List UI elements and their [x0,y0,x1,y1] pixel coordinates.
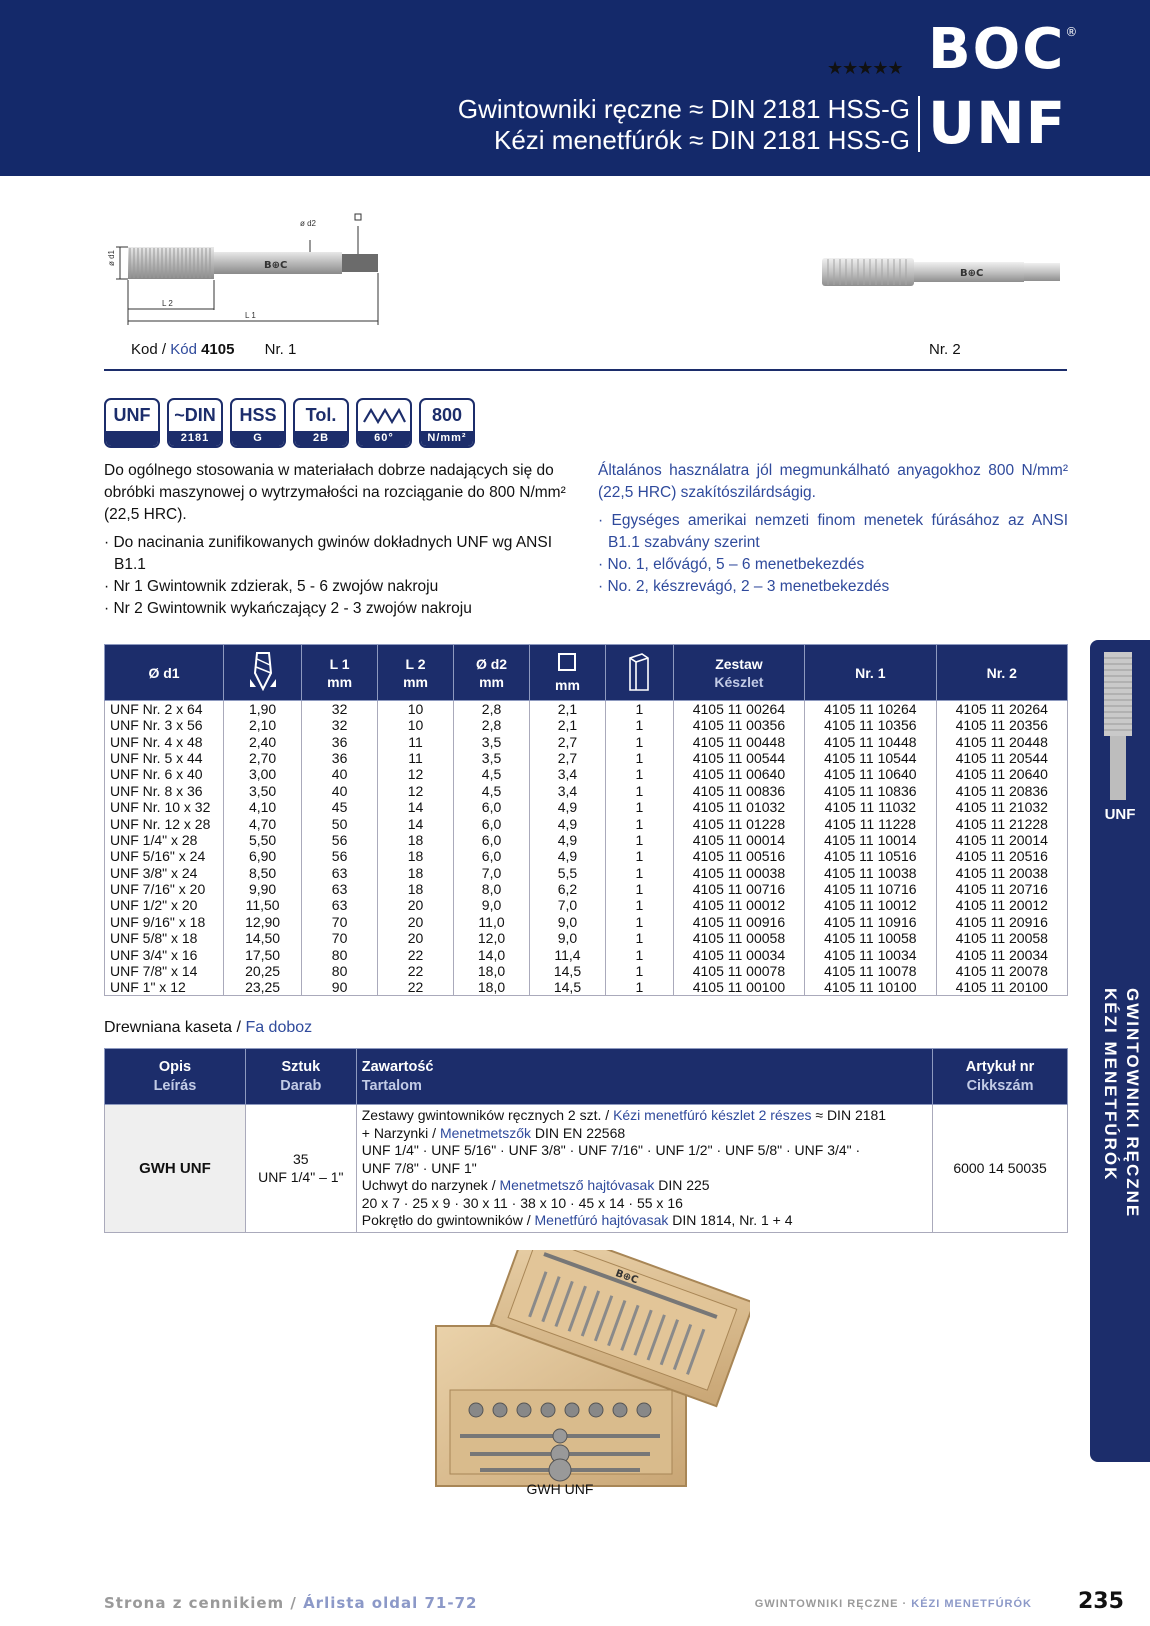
col-d2: Ø d2 mm [454,645,530,701]
cell-drill: 4,10 [224,799,302,815]
cell-square: 14,5 [530,963,606,979]
badge-thread-angle: 60° [356,398,412,448]
table-row [105,914,1068,930]
cell-drill: 4,70 [224,815,302,831]
cell-L2: 20 [378,930,454,946]
cell-nr2: 4105 11 20448 [936,733,1067,749]
col-description: Opis Leírás [105,1049,246,1105]
badge-hss: HSS G [230,398,286,448]
cell-d2: 8,0 [454,881,530,897]
col-article: Artykuł nr Cikkszám [933,1049,1068,1105]
section-divider [104,369,1067,371]
cell-nr1: 4105 11 10078 [805,963,936,979]
table-row [105,832,1068,848]
cell-set: 4105 11 00058 [673,930,804,946]
cell-drill: 6,90 [224,848,302,864]
nr1-label: Nr. 1 [264,341,297,358]
cell-L1: 36 [302,750,378,766]
cell-drill: 9,90 [224,881,302,897]
table-row [105,979,1068,996]
cell-pack: 1 [605,750,673,766]
cell-d2: 3,5 [454,750,530,766]
cell-square: 9,0 [530,914,606,930]
cell-nr2: 4105 11 20034 [936,946,1067,962]
drill-bit-icon [248,651,278,691]
cell-L2: 14 [378,815,454,831]
wooden-case-title: Drewniana kaseta / Fa doboz [104,1019,313,1036]
cell-nr1: 4105 11 10038 [805,865,936,881]
thread-profile-icon [362,406,406,426]
cell-size: UNF 7/16" x 20 [105,881,224,897]
cell-set: 4105 11 00038 [673,865,804,881]
cell-square: 4,9 [530,848,606,864]
table-row [105,783,1068,799]
table-row [105,1105,1068,1233]
cell-L2: 18 [378,881,454,897]
cell-set: 4105 11 00014 [673,832,804,848]
page-number: 235 [1078,1589,1124,1614]
cell-nr1: 4105 11 10012 [805,897,936,913]
cell-pack: 1 [605,733,673,749]
cell-drill: 12,90 [224,914,302,930]
cell-set: 4105 11 00640 [673,766,804,782]
cell-size: UNF Nr. 5 x 44 [105,750,224,766]
thread-section [128,247,214,279]
cell-L2: 12 [378,783,454,799]
footer-section: GWINTOWNIKI RĘCZNE · KÉZI MENETFÚRÓK [754,1598,1032,1610]
cell-nr2: 4105 11 20836 [936,783,1067,799]
cell-d2: 4,5 [454,783,530,799]
cell-L2: 18 [378,832,454,848]
cell-drill: 23,25 [224,979,302,996]
cell-square: 4,9 [530,799,606,815]
cell-d2: 14,0 [454,946,530,962]
cell-L1: 70 [302,914,378,930]
table-row [105,815,1068,831]
svg-text:B⊕C: B⊕C [264,260,288,271]
cell-nr2: 4105 11 21228 [936,815,1067,831]
cell-drill: 3,00 [224,766,302,782]
cell-L1: 40 [302,783,378,799]
tap-dimension-drawing [100,210,410,345]
cell-set: 4105 11 00356 [673,717,804,733]
cell-set: 4105 11 00078 [673,963,804,979]
label-d1: ø d1 [107,249,116,266]
cell-drill: 17,50 [224,946,302,962]
col-pack [605,645,673,701]
cell-L2: 11 [378,733,454,749]
product-code: Kod / Kód 4105 Nr. 1 [131,341,297,358]
cell-square: 3,4 [530,766,606,782]
col-square: mm [530,645,606,701]
description-pl: Do ogólnego stosowania w materiałach dobrze nadających się do obróbki maszynowej o wytrzymałości na rozciąganie do 800 N/mm² (22,5 HRC). · Do nacinania zunifikowanych gwinów dokładnych UNF wg ANSI B1.1 · Nr 1 Gwintownik zdzierak, 5 - 6 zwojów nakroju · Nr 2 Gwintownik wykańczający 2 - 3 zwojów nakroju [104,462,566,617]
table-row [105,897,1068,913]
cell-L1: 40 [302,766,378,782]
cell-nr2: 4105 11 20058 [936,930,1067,946]
size-table [104,644,1068,996]
cell-nr1: 4105 11 10516 [805,848,936,864]
cell-square: 7,0 [530,897,606,913]
cell-L2: 10 [378,701,454,718]
cell-size: UNF 9/16" x 18 [105,914,224,930]
cell-size: UNF Nr. 8 x 36 [105,783,224,799]
cell-square: 11,4 [530,946,606,962]
badge-din: ~DIN 2181 [167,398,223,448]
table-row [105,733,1068,749]
boc-logo: BOC® [928,17,1080,82]
wooden-case-image [430,1250,750,1490]
cell-pack: 1 [605,914,673,930]
cell-L2: 12 [378,766,454,782]
description-hu: Általános használatra jól megmunkálható anyagokhoz 800 N/mm² (22,5 HRC) szakítószilárdságig. · Egységes amerikai nemzeti finom menetek fúrásához az ANSI B1.1 szabvány szerint · No. 1, elővágó, 5 – 6 menetbekezdés · No. 2, készrevágó, 2 – 3 menetbekezdés [598,462,1068,595]
table-row [105,750,1068,766]
cell-pack: 1 [605,881,673,897]
cell-square: 9,0 [530,930,606,946]
cell-d2: 3,5 [454,733,530,749]
cell-size: UNF 1/4" x 28 [105,832,224,848]
cell-drill: 5,50 [224,832,302,848]
set-article-number: 6000 14 50035 [933,1105,1068,1233]
cell-d2: 4,5 [454,766,530,782]
svg-text:B⊕C: B⊕C [613,1268,640,1287]
cell-pack: 1 [605,832,673,848]
cell-nr2: 4105 11 20716 [936,881,1067,897]
cell-pack: 1 [605,897,673,913]
col-quantity: Sztuk Darab [245,1049,356,1105]
cell-pack: 1 [605,783,673,799]
cell-d2: 12,0 [454,930,530,946]
col-d1: Ø d1 [105,645,224,701]
cell-L1: 80 [302,963,378,979]
cell-nr1: 4105 11 10014 [805,832,936,848]
cell-nr1: 4105 11 10100 [805,979,936,996]
svg-text:B⊕C: B⊕C [960,268,984,279]
col-drill [224,645,302,701]
package-icon [626,650,652,692]
table-row [105,701,1068,718]
cell-d2: 18,0 [454,963,530,979]
cell-L1: 45 [302,799,378,815]
cell-nr1: 4105 11 10264 [805,701,936,718]
cell-size: UNF Nr. 12 x 28 [105,815,224,831]
cell-size: UNF 7/8" x 14 [105,963,224,979]
cell-size: UNF Nr. 10 x 32 [105,799,224,815]
label-d2: ø d2 [300,219,317,228]
table-row [105,799,1068,815]
nr2-label: Nr. 2 [929,341,961,358]
cell-L2: 18 [378,865,454,881]
cell-L2: 20 [378,914,454,930]
cell-set: 4105 11 00716 [673,881,804,897]
cell-pack: 1 [605,717,673,733]
cell-nr1: 4105 11 10640 [805,766,936,782]
cell-nr2: 4105 11 20916 [936,914,1067,930]
cell-set: 4105 11 00034 [673,946,804,962]
table-row [105,766,1068,782]
cell-nr1: 4105 11 10716 [805,881,936,897]
badge-tolerance: Tol. 2B [293,398,349,448]
title-hu: Kézi menetfúrók ≈ DIN 2181 HSS-G [494,125,910,155]
side-tap-image [1094,650,1144,802]
side-tab-label: UNF [1104,806,1136,823]
cell-nr1: 4105 11 10034 [805,946,936,962]
case-caption: GWH UNF [526,1481,594,1497]
cell-set: 4105 11 00516 [673,848,804,864]
cell-pack: 1 [605,766,673,782]
cell-pack: 1 [605,701,673,718]
cell-nr2: 4105 11 20640 [936,766,1067,782]
cell-set: 4105 11 00836 [673,783,804,799]
table-row [105,865,1068,881]
label-L2: L 2 [162,299,173,308]
cell-square: 14,5 [530,979,606,996]
cell-L1: 56 [302,848,378,864]
table-row [105,717,1068,733]
cell-pack: 1 [605,848,673,864]
cell-pack: 1 [605,799,673,815]
cell-L1: 32 [302,717,378,733]
cell-size: UNF 5/8" x 18 [105,930,224,946]
label-L1: L 1 [245,311,256,320]
cell-nr1: 4105 11 11228 [805,815,936,831]
cell-drill: 3,50 [224,783,302,799]
table-row [105,963,1068,979]
cell-size: UNF Nr. 4 x 48 [105,733,224,749]
table-row [105,946,1068,962]
cell-drill: 20,25 [224,963,302,979]
cell-L2: 22 [378,979,454,996]
cell-L1: 63 [302,897,378,913]
cell-size: UNF 5/16" x 24 [105,848,224,864]
cell-d2: 18,0 [454,979,530,996]
cell-L2: 20 [378,897,454,913]
cell-size: UNF 1" x 12 [105,979,224,996]
cell-pack: 1 [605,930,673,946]
cell-nr1: 4105 11 10916 [805,914,936,930]
cell-L1: 63 [302,881,378,897]
col-nr1: Nr. 1 [805,645,936,701]
page-header [0,0,1150,176]
tap-nr2-photo [820,248,1070,298]
set-name: GWH UNF [105,1105,246,1233]
cell-L2: 10 [378,717,454,733]
col-set: Zestaw Készlet [673,645,804,701]
cell-nr2: 4105 11 20516 [936,848,1067,864]
cell-d2: 7,0 [454,865,530,881]
cell-L2: 18 [378,848,454,864]
cell-size: UNF 3/8" x 24 [105,865,224,881]
badge-strength: 800 N/mm² [419,398,475,448]
cell-nr1: 4105 11 10058 [805,930,936,946]
cell-square: 4,9 [530,832,606,848]
cell-pack: 1 [605,946,673,962]
spec-badges [104,398,475,448]
cell-size: UNF 1/2" x 20 [105,897,224,913]
title-pl: Gwintowniki ręczne ≈ DIN 2181 HSS-G [457,94,910,124]
cell-square: 2,7 [530,733,606,749]
cell-d2: 9,0 [454,897,530,913]
cell-d2: 2,8 [454,701,530,718]
cell-square: 2,1 [530,717,606,733]
cell-d2: 2,8 [454,717,530,733]
cell-set: 4105 11 00916 [673,914,804,930]
cell-nr2: 4105 11 20544 [936,750,1067,766]
cell-size: UNF Nr. 3 x 56 [105,717,224,733]
rating-stars: ★★★★★ [827,58,903,78]
badge-unf: UNF [104,398,160,448]
cell-nr1: 4105 11 10836 [805,783,936,799]
cell-drill: 2,70 [224,750,302,766]
header-divider [918,96,920,152]
cell-set: 4105 11 00264 [673,701,804,718]
set-quantity: 35 UNF 1/4" – 1" [245,1105,356,1233]
cell-L2: 14 [378,799,454,815]
cell-d2: 6,0 [454,799,530,815]
table-row [105,848,1068,864]
cell-nr1: 4105 11 10448 [805,733,936,749]
table-row [105,930,1068,946]
cell-set: 4105 11 00100 [673,979,804,996]
col-nr2: Nr. 2 [936,645,1067,701]
cell-pack: 1 [605,815,673,831]
col-contents: Zawartość Tartalom [356,1049,932,1105]
cell-d2: 6,0 [454,848,530,864]
cell-pack: 1 [605,979,673,996]
cell-drill: 1,90 [224,701,302,718]
cell-L2: 22 [378,963,454,979]
cell-nr2: 4105 11 20038 [936,865,1067,881]
header-thread-type: UNF [928,89,1067,157]
cell-nr2: 4105 11 20356 [936,717,1067,733]
cell-nr1: 4105 11 10544 [805,750,936,766]
cell-set: 4105 11 00448 [673,733,804,749]
cell-drill: 2,40 [224,733,302,749]
cell-L1: 36 [302,733,378,749]
cell-nr1: 4105 11 10356 [805,717,936,733]
cell-square: 2,1 [530,701,606,718]
cell-drill: 14,50 [224,930,302,946]
cell-L1: 56 [302,832,378,848]
cell-L2: 22 [378,946,454,962]
cell-set: 4105 11 00012 [673,897,804,913]
cell-drill: 8,50 [224,865,302,881]
cell-L1: 50 [302,815,378,831]
cell-set: 4105 11 01228 [673,815,804,831]
cell-drill: 2,10 [224,717,302,733]
cell-nr2: 4105 11 20078 [936,963,1067,979]
cell-size: UNF 3/4" x 16 [105,946,224,962]
page-title [458,94,910,156]
cell-L1: 32 [302,701,378,718]
cell-size: UNF Nr. 2 x 64 [105,701,224,718]
cell-set: 4105 11 00544 [673,750,804,766]
square-drive-icon [557,652,577,672]
cell-L1: 63 [302,865,378,881]
cell-nr2: 4105 11 20012 [936,897,1067,913]
col-L1: L 1 mm [302,645,378,701]
cell-pack: 1 [605,963,673,979]
cell-square: 5,5 [530,865,606,881]
cell-nr1: 4105 11 11032 [805,799,936,815]
cell-pack: 1 [605,865,673,881]
cell-square: 2,7 [530,750,606,766]
cell-square: 6,2 [530,881,606,897]
side-tab-title: GWINTOWNIKI RĘCZNE KÉZI MENETFÚRÓK [1101,988,1142,1219]
cell-L1: 70 [302,930,378,946]
cell-d2: 6,0 [454,832,530,848]
footer-price-list: Strona z cennikiem / Árlista oldal 71-72 [104,1594,478,1612]
cell-square: 3,4 [530,783,606,799]
cell-nr2: 4105 11 20264 [936,701,1067,718]
set-contents: Zestawy gwintowników ręcznych 2 szt. / Kézi menetfúró készlet 2 részes ≈ DIN 2181 + Narzynki / Menetmetszők DIN EN 22568 UNF 1/4" · UNF 5/16" · UNF 3/8" · UNF 7/16" · UNF 1/2" · UNF 5/8" · UNF 3/4" · UNF 7/8" · UNF 1" Uchwyt do narzynek / Menetmetsző hajtóvasak DIN 225 20 x 7 · 25 x 9 · 30 x 11 · 38 x 10 · 45 x 14 · 55 x 16 Pokrętło do gwintowników / Menetfúró hajtóvasak DIN 1814, Nr. 1 + 4 [356,1105,932,1233]
col-L2: L 2 mm [378,645,454,701]
cell-nr2: 4105 11 20014 [936,832,1067,848]
square-drive [342,254,378,272]
cell-drill: 11,50 [224,897,302,913]
cell-L1: 90 [302,979,378,996]
set-table [104,1048,1068,1233]
cell-d2: 6,0 [454,815,530,831]
cell-square: 4,9 [530,815,606,831]
cell-L2: 11 [378,750,454,766]
cell-nr2: 4105 11 21032 [936,799,1067,815]
cell-size: UNF Nr. 6 x 40 [105,766,224,782]
table-row [105,881,1068,897]
cell-d2: 11,0 [454,914,530,930]
cell-nr2: 4105 11 20100 [936,979,1067,996]
cell-set: 4105 11 01032 [673,799,804,815]
cell-L1: 80 [302,946,378,962]
